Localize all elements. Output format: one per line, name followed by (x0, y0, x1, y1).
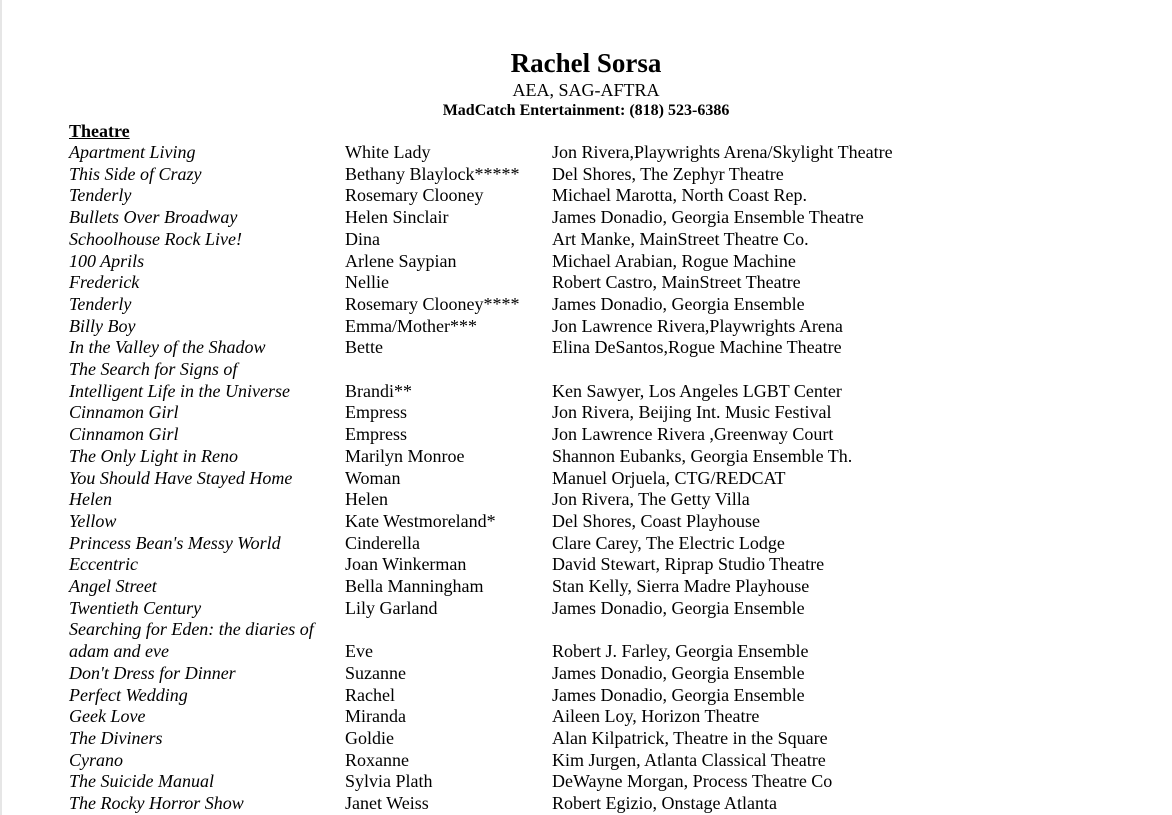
credit-title (69, 728, 345, 750)
credit-role: Marilyn Monroe (345, 445, 465, 466)
credit-director-venue: Del Shores, The Zephyr Theatre (552, 163, 784, 184)
credit-title (69, 359, 345, 402)
credit-director-venue: Clare Carey, The Electric Lodge (552, 532, 785, 553)
credit-row (69, 771, 1069, 793)
credit-title-line: Schoolhouse Rock Live! (69, 228, 242, 249)
credit-row (69, 251, 1069, 273)
credit-role: Lily Garland (345, 597, 438, 618)
credit-title-line: 100 Aprils (69, 250, 145, 271)
credit-director-venue: Shannon Eubanks, Georgia Ensemble Th. (552, 445, 853, 466)
credit-role: Rachel (345, 684, 395, 705)
credit-row (69, 316, 1069, 338)
credit-row (69, 619, 1069, 662)
credit-row (69, 402, 1069, 424)
credit-role: Rosemary Clooney (345, 185, 484, 206)
credit-row (69, 554, 1069, 576)
credit-title (69, 251, 345, 273)
credit-title (69, 185, 345, 207)
credit-title-line: Bullets Over Broadway (69, 207, 238, 228)
credit-row (69, 728, 1069, 750)
credit-director-venue: Robert Egizio, Onstage Atlanta (552, 793, 777, 814)
credit-title-line-2: adam and eve (69, 641, 169, 662)
credit-role: Bette (345, 337, 383, 358)
credit-title-line: You Should Have Stayed Home (69, 467, 293, 488)
credit-title-line: Princess Bean's Messy World (69, 532, 281, 553)
credit-role: Sylvia Plath (345, 771, 433, 792)
credit-director-venue: Michael Arabian, Rogue Machine (552, 250, 796, 271)
credit-title (69, 554, 345, 576)
credit-row (69, 511, 1069, 533)
credit-director-venue: Robert J. Farley, Georgia Ensemble (552, 641, 809, 662)
credit-row (69, 424, 1069, 446)
credit-title (69, 272, 345, 294)
page-edge (0, 0, 2, 815)
credit-title (69, 533, 345, 555)
credit-title-line: Billy Boy (69, 315, 136, 336)
credit-row (69, 185, 1069, 207)
credit-row (69, 685, 1069, 707)
theatre-credits-list (69, 142, 1069, 815)
credit-title (69, 511, 345, 533)
credit-row (69, 533, 1069, 555)
credit-role: Eve (345, 641, 373, 662)
credit-role: White Lady (345, 142, 431, 162)
credit-title (69, 468, 345, 490)
credit-director-venue: James Donadio, Georgia Ensemble Theatre (552, 207, 864, 228)
credit-title (69, 337, 345, 359)
credit-row (69, 793, 1069, 815)
credit-title (69, 229, 345, 251)
credit-title (69, 446, 345, 468)
credit-director-venue: Jon Rivera,Playwrights Arena/Skylight Theatre (552, 142, 893, 162)
credit-title-line: Cinnamon Girl (69, 402, 179, 423)
credit-director-venue: Robert Castro, MainStreet Theatre (552, 272, 801, 293)
credit-row (69, 359, 1069, 402)
credit-title (69, 685, 345, 707)
credit-title-line: Twentieth Century (69, 597, 202, 618)
credit-title (69, 164, 345, 186)
section-heading-theatre: Theatre (69, 121, 130, 141)
credit-director-venue: Aileen Loy, Horizon Theatre (552, 706, 760, 727)
credit-role: Empress (345, 402, 407, 423)
credit-title-line: Searching for Eden: the diaries of (69, 619, 314, 640)
credit-title (69, 142, 345, 164)
credit-director-venue: James Donadio, Georgia Ensemble (552, 684, 805, 705)
credit-title-line: Apartment Living (69, 142, 196, 162)
credit-title-line: Cyrano (69, 749, 123, 770)
credit-role: Nellie (345, 272, 389, 293)
credit-title-line: The Only Light in Reno (69, 445, 238, 466)
credit-title (69, 424, 345, 446)
credit-row (69, 142, 1069, 164)
credit-director-venue: Jon Lawrence Rivera ,Greenway Court (552, 424, 834, 445)
credit-title-line: This Side of Crazy (69, 163, 202, 184)
credit-title-line: Don't Dress for Dinner (69, 662, 236, 683)
credit-title-line: The Suicide Manual (69, 771, 214, 792)
credit-director-venue: DeWayne Morgan, Process Theatre Co (552, 771, 833, 792)
credit-role: Bella Manningham (345, 576, 484, 597)
credit-title (69, 771, 345, 793)
credit-title-line: Cinnamon Girl (69, 424, 179, 445)
credit-row (69, 489, 1069, 511)
resume-header (0, 46, 1172, 122)
credit-role: Dina (345, 228, 380, 249)
credit-title (69, 316, 345, 338)
credit-title (69, 598, 345, 620)
credit-director-venue: Elina DeSantos,Rogue Machine Theatre (552, 337, 842, 358)
credit-row (69, 598, 1069, 620)
credit-title (69, 207, 345, 229)
credit-role: Cinderella (345, 532, 420, 553)
credit-director-venue: Jon Lawrence Rivera,Playwrights Arena (552, 315, 843, 336)
credit-title-line: Tenderly (69, 185, 132, 206)
agency-contact: MadCatch Entertainment: (818) 523-6386 (442, 102, 730, 119)
credit-director-venue: Alan Kilpatrick, Theatre in the Square (552, 727, 828, 748)
credit-director-venue: Art Manke, MainStreet Theatre Co. (552, 228, 809, 249)
credit-title (69, 750, 345, 772)
credit-title-line: Angel Street (69, 576, 157, 597)
credit-title-line-2: Intelligent Life in the Universe (69, 380, 290, 401)
credit-title-line: Frederick (69, 272, 140, 293)
credit-role: Empress (345, 424, 407, 445)
credit-row (69, 446, 1069, 468)
credit-title (69, 402, 345, 424)
credit-row (69, 663, 1069, 685)
credit-role: Joan Winkerman (345, 554, 467, 575)
credit-director-venue: Michael Marotta, North Coast Rep. (552, 185, 807, 206)
credit-role: Goldie (345, 727, 394, 748)
credit-row (69, 706, 1069, 728)
credit-director-venue: James Donadio, Georgia Ensemble (552, 662, 805, 683)
credit-director-venue: Stan Kelly, Sierra Madre Playhouse (552, 576, 810, 597)
credit-title-line: Geek Love (69, 706, 146, 727)
credit-director-venue: Kim Jurgen, Atlanta Classical Theatre (552, 749, 826, 770)
credit-row (69, 294, 1069, 316)
credit-role: Brandi** (345, 380, 412, 401)
union-affiliations: AEA, SAG-AFTRA (512, 80, 660, 100)
credit-title-line: The Diviners (69, 727, 163, 748)
credit-row (69, 207, 1069, 229)
credit-director-venue: David Stewart, Riprap Studio Theatre (552, 554, 825, 575)
credit-director-venue: James Donadio, Georgia Ensemble (552, 293, 805, 314)
credit-row (69, 468, 1069, 490)
credit-director-venue: James Donadio, Georgia Ensemble (552, 597, 805, 618)
credit-role: Bethany Blaylock***** (345, 163, 520, 184)
credit-role: Emma/Mother*** (345, 315, 477, 336)
actor-name: Rachel Sorsa (510, 48, 662, 78)
credit-title (69, 793, 345, 815)
credit-role: Suzanne (345, 662, 406, 683)
credit-title-line: Tenderly (69, 293, 132, 314)
credit-title-line: The Search for Signs of (69, 359, 238, 380)
credit-role: Kate Westmoreland* (345, 510, 496, 531)
credit-role: Helen Sinclair (345, 207, 449, 228)
credit-row (69, 272, 1069, 294)
credit-title (69, 576, 345, 598)
credit-row (69, 576, 1069, 598)
credit-title-line: Eccentric (69, 554, 138, 575)
credit-title-line: Helen (69, 489, 112, 510)
credit-director-venue: Ken Sawyer, Los Angeles LGBT Center (552, 380, 842, 401)
credit-role: Woman (345, 467, 401, 488)
credit-row (69, 164, 1069, 186)
credit-title-line: Yellow (69, 510, 117, 531)
credit-director-venue: Jon Rivera, The Getty Villa (552, 489, 750, 510)
credit-role: Roxanne (345, 749, 409, 770)
credit-role: Miranda (345, 706, 406, 727)
credit-role: Janet Weiss (345, 793, 429, 814)
credit-role: Arlene Saypian (345, 250, 457, 271)
credit-director-venue: Manuel Orjuela, CTG/REDCAT (552, 467, 786, 488)
credit-row (69, 337, 1069, 359)
credit-title-line: In the Valley of the Shadow (69, 337, 266, 358)
credit-role: Helen (345, 489, 388, 510)
credit-director-venue: Jon Rivera, Beijing Int. Music Festival (552, 402, 832, 423)
credit-row (69, 750, 1069, 772)
credit-role: Rosemary Clooney**** (345, 293, 520, 314)
credit-title-line: The Rocky Horror Show (69, 793, 244, 814)
credit-title (69, 489, 345, 511)
credit-title (69, 663, 345, 685)
credit-row (69, 229, 1069, 251)
credit-title (69, 619, 345, 662)
credit-director-venue: Del Shores, Coast Playhouse (552, 510, 760, 531)
credit-title (69, 294, 345, 316)
credit-title-line: Perfect Wedding (69, 684, 188, 705)
credit-title (69, 706, 345, 728)
